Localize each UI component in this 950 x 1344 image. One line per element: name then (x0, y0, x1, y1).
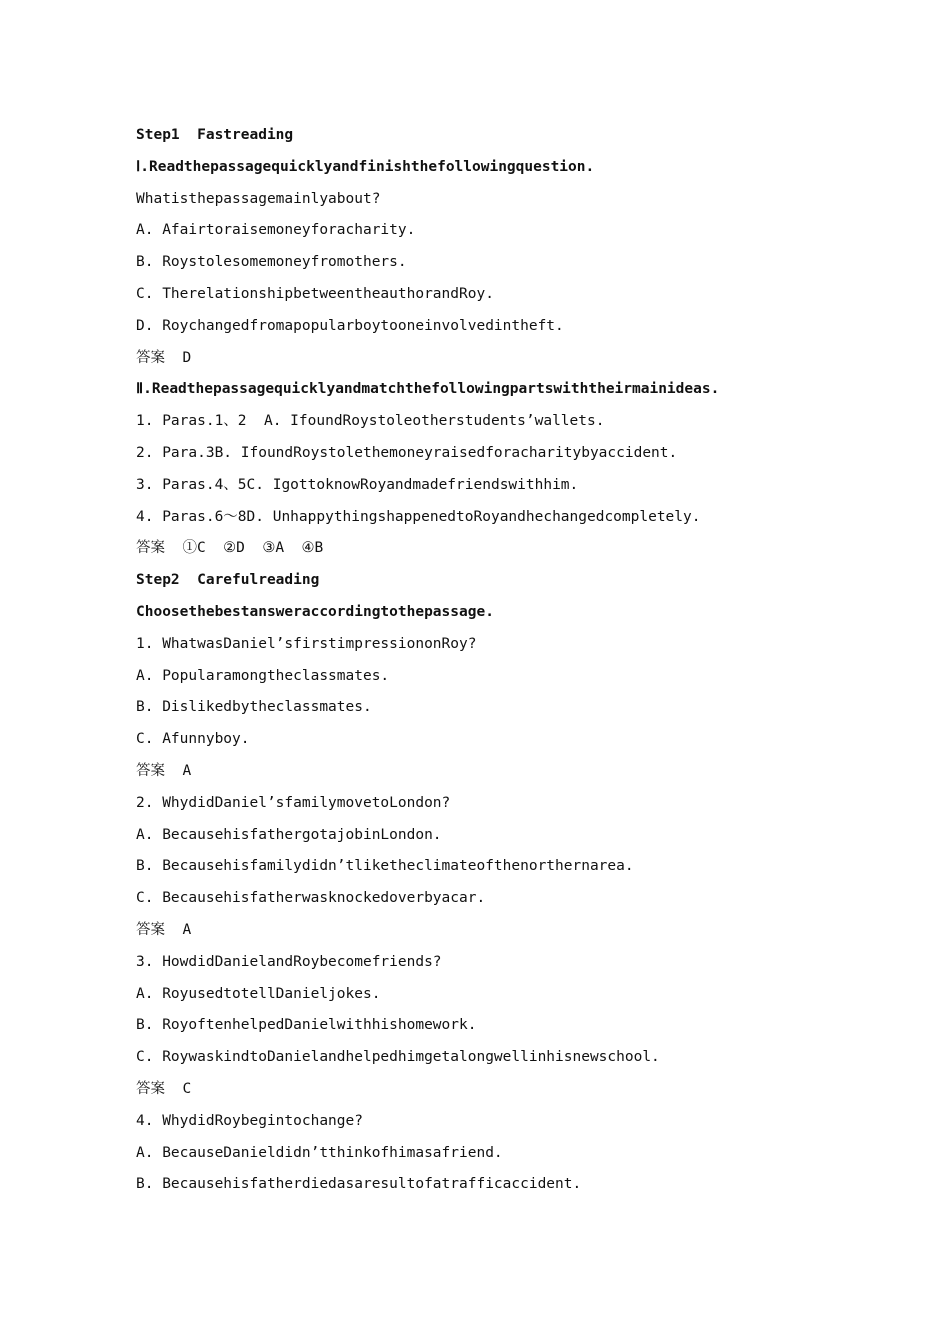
answer-line: 答案 D (136, 349, 192, 366)
answer-line: 答案 A (136, 921, 192, 938)
question-4: 4. WhydidRoybegintochange? (136, 1112, 363, 1129)
question-4-option-a: A. BecauseDanieldidn’tthinkofhimasafriend. (136, 1144, 503, 1161)
question-1-option-a: A. Popularamongtheclassmates. (136, 667, 390, 684)
question-1-option-b: B. Dislikedbytheclassmates. (136, 699, 372, 716)
option-d: D. Roychangedfromapopularboytooneinvolvedintheft. (136, 317, 564, 334)
question-3: 3. HowdidDanielandRoybecomefriends? (136, 953, 442, 970)
match-item-4: 4. Paras.6～8D. UnhappythingshappenedtoRoyandhechangedcompletely. (136, 508, 701, 525)
match-item-2: 2. Para.3B. IfoundRoystolethemoneyraisedforacharitybyaccident. (136, 444, 678, 461)
question-text: Whatisthepassagemainlyabout? (136, 190, 381, 207)
section-heading-step1: Step1 Fastreading (136, 127, 294, 143)
question-1-option-c: C. Afunnyboy. (136, 731, 250, 748)
question-3-option-b: B. RoyoftenhelpedDanielwithhishomework. (136, 1017, 477, 1034)
answer-line: 答案 C (136, 1080, 192, 1097)
answer-line: 答案 ①C ②D ③A ④B (136, 540, 324, 557)
document-page (136, 124, 896, 1205)
question-1: 1. WhatwasDaniel’sfirstimpressiononRoy? (136, 635, 477, 652)
match-item-3: 3. Paras.4、5C. IgottoknowRoyandmadefriendswithhim. (136, 476, 579, 493)
question-4-option-b: B. Becausehisfatherdiedasaresultofatrafficaccident. (136, 1176, 582, 1193)
question-2-option-a: A. BecausehisfathergotajobinLondon. (136, 826, 442, 843)
question-2: 2. WhydidDaniel’sfamilymovetoLondon? (136, 794, 451, 811)
section-heading-step2: Step2 Carefulreading (136, 572, 320, 589)
option-c: C. TherelationshipbetweentheauthorandRoy. (136, 285, 494, 302)
match-item-1: 1. Paras.1、2 A. IfoundRoystoleotherstudents’wallets. (136, 413, 605, 430)
option-a: A. Afairtoraisemoneyforacharity. (136, 222, 416, 239)
option-b: B. Roystolesomemoneyfromothers. (136, 254, 407, 271)
question-3-option-a: A. RoyusedtotellDanieljokes. (136, 985, 381, 1002)
question-2-option-c: C. Becausehisfatherwasknockedoverbyacar. (136, 890, 486, 907)
task-heading-1: Ⅰ.Readthepassagequicklyandfinishthefollowingquestion. (136, 158, 595, 175)
question-2-option-b: B. Becausehisfamilydidn’tliketheclimateofthenorthernarea. (136, 858, 634, 875)
question-3-option-c: C. RoywaskindtoDanielandhelpedhimgetalongwellinhisnewschool. (136, 1049, 660, 1066)
instruction-heading: Choosethebestansweraccordingtothepassage. (136, 603, 494, 620)
task-heading-2: Ⅱ.Readthepassagequicklyandmatchthefollowingpartswiththeirmainideas. (136, 381, 720, 398)
answer-line: 答案 A (136, 762, 192, 779)
